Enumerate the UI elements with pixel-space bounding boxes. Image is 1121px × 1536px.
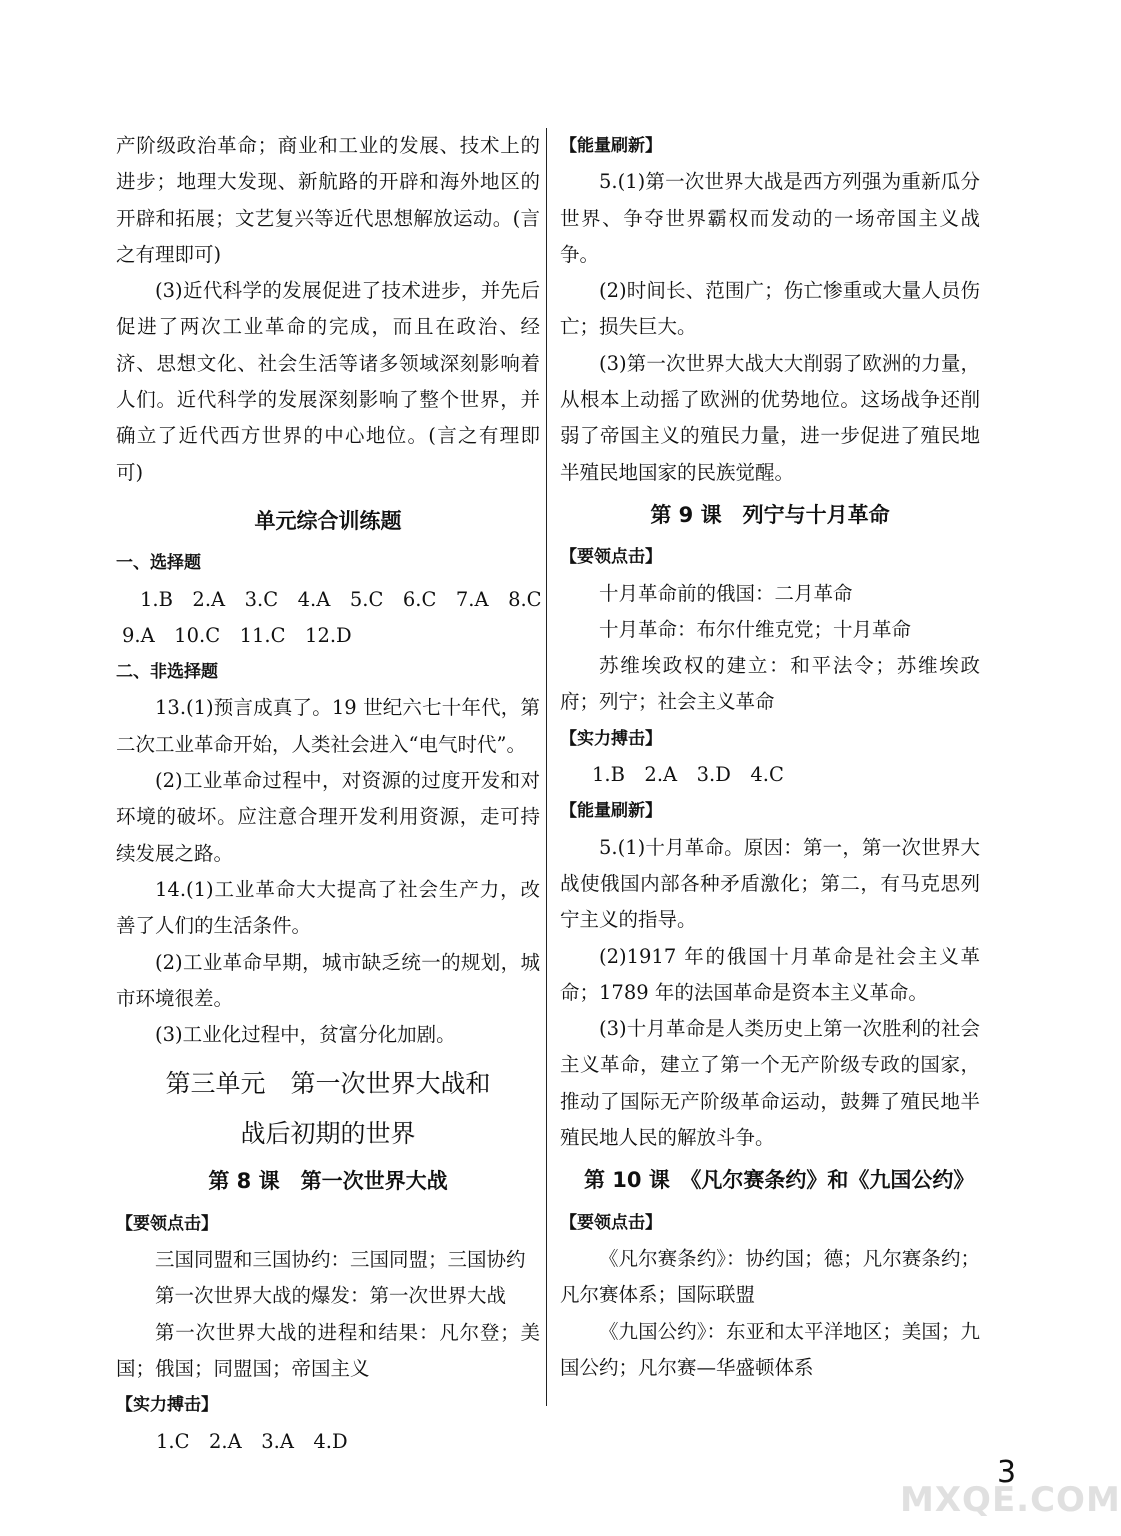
section-title: 单元综合训练题 — [254, 508, 402, 533]
lesson-title: 第 8 课 第一次世界大战 — [208, 1169, 448, 1194]
paragraph: 5.(1)第一次世界大战是西方列强为重新瓜分世界、争夺世界霸权而发动的一场帝国主义战争。 — [560, 170, 980, 266]
paragraph: 第一次世界大战的进程和结果：凡尔登；美国；俄国；同盟国；帝国主义 — [116, 1320, 540, 1380]
watermark-logo: MXQE.COM — [900, 1480, 1121, 1520]
page-number: 3 — [997, 1455, 1017, 1490]
paragraph: 产阶级政治革命；商业和工业的发展、技术上的进步；地理大发现、新航路的开辟和海外地区的开辟和拓展；文艺复兴等近代思想解放运动。(言之有理即可) — [116, 134, 540, 266]
column-divider — [546, 128, 547, 1406]
right-column — [560, 128, 980, 1386]
answer-line: 1.B 2.A 3.C 4.A 5.C 6.C 7.A 8.C — [140, 587, 542, 611]
chapter-title-line2: 战后初期的世界 — [240, 1119, 416, 1149]
paragraph: 十月革命前的俄国：二月革命 — [599, 581, 853, 605]
answer-line: 1.B 2.A 3.D 4.C — [592, 763, 784, 787]
block-label: 【要领点击】 — [116, 1213, 218, 1234]
paragraph: 十月革命：布尔什维克党；十月革命 — [599, 617, 912, 641]
left-column — [116, 128, 540, 1460]
paragraph: (2)工业革命过程中，对资源的过度开发和对环境的破坏。应注意合理开发利用资源，走可持续发展之路。 — [116, 769, 540, 865]
answer-line: 1.C 2.A 3.A 4.D — [156, 1429, 348, 1453]
answer-line: 9.A 10.C 11.C 12.D — [122, 623, 352, 647]
paragraph: 14.(1)工业革命大大提高了社会生产力，改善了人们的生活条件。 — [116, 877, 540, 938]
block-label: 【能量刷新】 — [560, 136, 662, 156]
paragraph: (3)十月革命是人类历史上第一次胜利的社会主义革命，建立了第一个无产阶级专政的国家，推动了国际无产阶级革命运动，鼓舞了殖民地半殖民地人民的解放斗争。 — [560, 1017, 980, 1150]
chapter-title-line1: 第三单元 第一次世界大战和 — [165, 1069, 491, 1099]
block-label: 【能量刷新】 — [560, 801, 662, 822]
lesson-title: 第 10 课 《凡尔赛条约》和《九国公约》 — [584, 1168, 975, 1193]
paragraph: (2)1917 年的俄国十月革命是社会主义革命；1789 年的法国革命是资本主义革命。 — [560, 944, 980, 1004]
block-label: 【实力搏击】 — [116, 1395, 218, 1416]
block-label: 【要领点击】 — [560, 1212, 662, 1233]
paragraph: (3)第一次世界大战大大削弱了欧洲的力量，从根本上动摇了欧洲的优势地位。这场战争还削弱了帝国主义的殖民力量，进一步促进了殖民地半殖民地国家的民族觉醒。 — [560, 351, 980, 484]
paragraph: (2)时间长、范围广；伤亡惨重或大量人员伤亡；损失巨大。 — [560, 279, 980, 339]
block-label: 【要领点击】 — [560, 547, 662, 568]
paragraph: 《九国公约》：东亚和太平洋地区；美国；九国公约；凡尔赛—华盛顿体系 — [560, 1319, 980, 1379]
paragraph: (2)工业革命早期，城市缺乏统一的规划，城市环境很差。 — [116, 950, 540, 1010]
paragraph: 三国同盟和三国协约：三国同盟；三国协约 — [155, 1248, 526, 1272]
paragraph: 《凡尔赛条约》：协约国；德；凡尔赛条约；凡尔赛体系；国际联盟 — [560, 1246, 980, 1307]
paragraph: 13.(1)预言成真了。19 世纪六七十年代，第二次工业革命开始，人类社会进入“电气时代”。 — [116, 696, 540, 756]
paragraph: 苏维埃政权的建立：和平法令；苏维埃政府；列宁；社会主义革命 — [560, 654, 980, 714]
paragraph: (3)工业化过程中，贫富分化加剧。 — [155, 1023, 456, 1047]
block-label: 【实力搏击】 — [560, 728, 662, 749]
paragraph: 第一次世界大战的爆发：第一次世界大战 — [155, 1284, 507, 1308]
subsection-heading: 二、非选择题 — [116, 662, 218, 683]
paragraph: (3)近代科学的发展促进了技术进步，并先后促进了两次工业革命的完成，而且在政治、经济、思想文化、社会生活等诸多领域深刻影响着人们。近代科学的发展深刻影响了整个世界，并确立了近代西方世界的中心地位。(言之有理即可) — [116, 279, 540, 484]
lesson-title: 第 9 课 列宁与十月革命 — [650, 502, 890, 527]
subsection-heading: 一、选择题 — [116, 553, 201, 574]
paragraph: 5.(1)十月革命。原因：第一，第一次世界大战使俄国内部各种矛盾激化；第二，有马克思列宁主义的指导。 — [560, 835, 980, 932]
